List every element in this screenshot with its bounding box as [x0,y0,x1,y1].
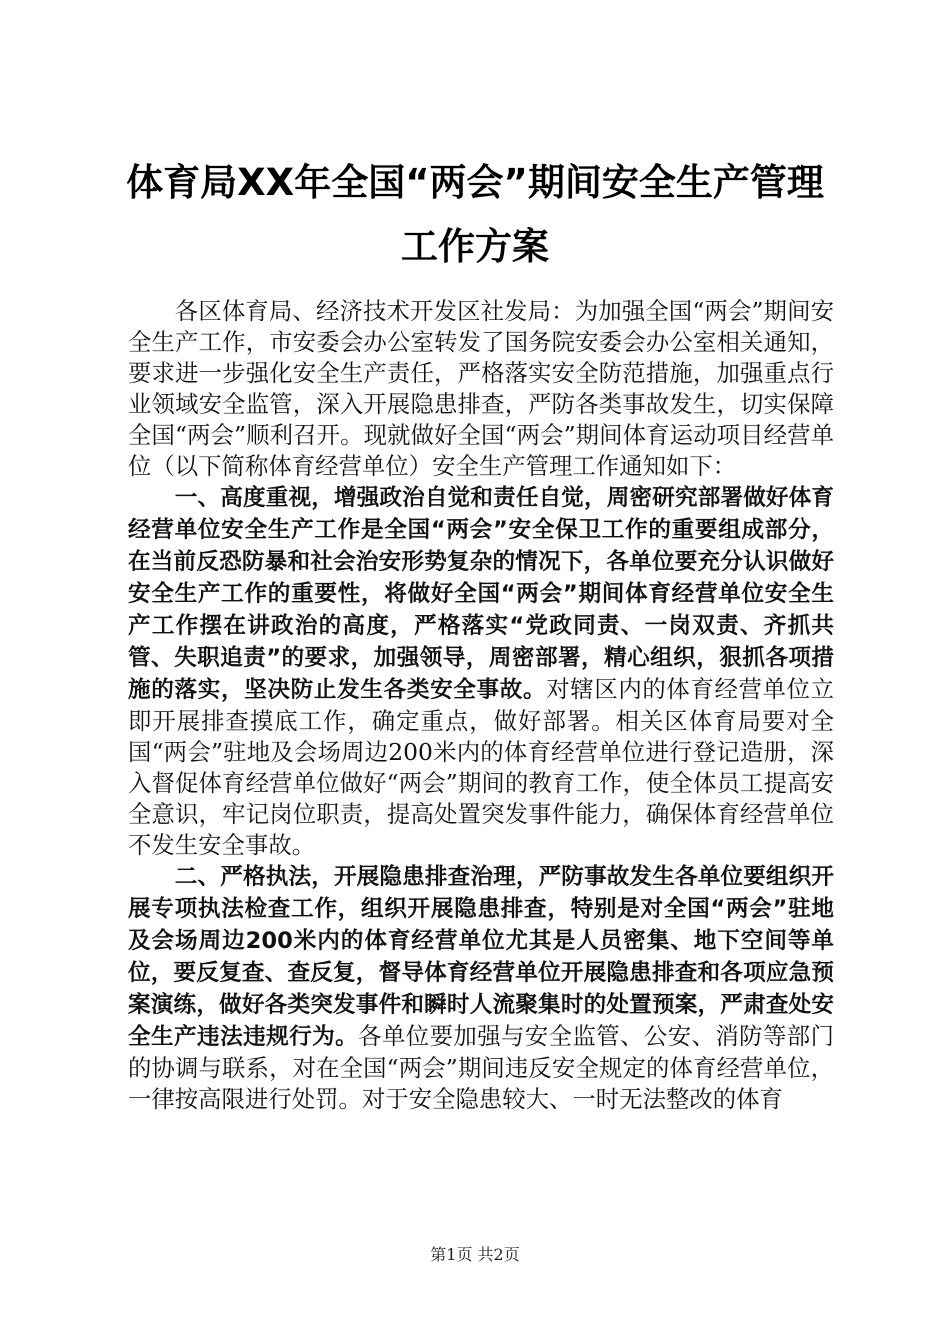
section-1-heading-text: 一、高度重视，增强政治自觉和责任自觉，周密研究部署做好体育经营单位安全生产工作是全国“两会”安全保卫工作的重要组成部分，在当前反恐防暴和社会治安形势复杂的情况下，各单位要充分认识做好安全生产工作的重要性，将做好全国“两会”期间体育经营单位安全生产工作摆在讲政治的高度，严格落实“党政同责、一岗双责、齐抓共管、失职追责”的要求，加强领导，周密部署，精心组织，狠抓各项措施的落实，坚决防止发生各类安全事故。 [128,485,834,703]
section-1-body-text: 对辖区内的体育经营单位立即开展排查摸底工作，确定重点，做好部署。相关区体育局要对全国“两会”驻地及会场周边200米内的体育经营单位进行登记造册，深入督促体育经营单位做好“两会”期间的教育工作，使全体员工提高安全意识，牢记岗位职责，提高处置突发事件能力，确保体育经营单位不发生安全事故。 [128,675,835,859]
section-2-paragraph [128,861,834,1115]
document-title-line1: 体育局XX年全国“两会”期间安全生产管理 [126,161,824,204]
section-1-paragraph [128,482,834,861]
document-title-line2: 工作方案 [401,225,549,268]
page-footer: 第1页 共2页 [430,1245,520,1264]
intro-paragraph: 各区体育局、经济技术开发区社发局：为加强全国“两会”期间安全生产工作，市安委会办公室转发了国务院安委会办公室相关通知，要求进一步强化安全生产责任，严格落实安全防范措施，加强重点行业领域安全监管，深入开展隐患排查，严防各类事故发生，切实保障全国“两会”顺利召开。现就做好全国“两会”期间体育运动项目经营单位（以下简称体育经营单位）安全生产管理工作通知如下： [128,297,834,480]
section-2-body-text: 各单位要加强与安全监管、公安、消防等部门的协调与联系，对在全国“两会”期间违反安全规定的体育经营单位，一律按高限进行处罚。对于安全隐患较大、一时无法整改的体育 [128,1022,835,1113]
section-2-heading-text: 二、严格执法，开展隐患排查治理，严防事故发生各单位要组织开展专项执法检查工作，组织开展隐患排查，特别是对全国“两会”驻地及会场周边200米内的体育经营单位尤其是人员密集、地下空间等单位，要反复查、查反复，督导体育经营单位开展隐患排查和各项应急预案演练，做好各类突发事件和瞬时人流聚集时的处置预案，严肃查处安全生产违法违规行为。 [128,864,834,1050]
document-body [128,296,834,1115]
